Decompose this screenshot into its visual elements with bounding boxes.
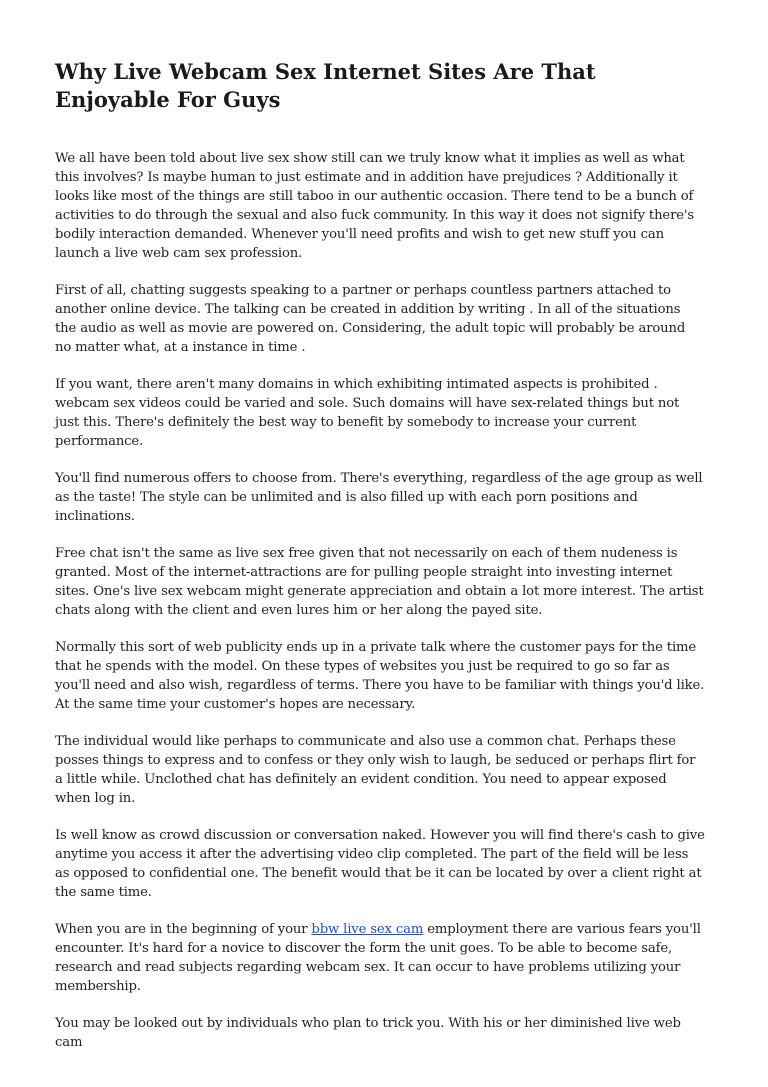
paragraph-10: You may be looked out by individuals who plan to trick you. With his or her diminished live web cam [55, 1016, 681, 1050]
document-title: Why Live Webcam Sex Internet Sites Are That Enjoyable For Guys [55, 59, 596, 112]
paragraph-5: Free chat isn't the same as live sex free given that not necessarily on each of them nudeness is granted. Most of the internet-attractions are for pulling people straight into investing internet sites. One's live sex webcam might generate appreciation and obtain a lot more interest. The artist chats along with the client and even lures him or her along the payed site. [55, 546, 704, 618]
document-body [55, 149, 705, 1052]
paragraph-9-lead: When you are in the beginning of your [55, 922, 312, 937]
paragraph-9 [55, 920, 705, 996]
paragraph-9-tail: employment there are various fears you'll encounter. It's hard for a novice to discover the form the unit goes. To be able to become safe, research and read subjects regarding webcam sex. It can occur to have problems utilizing your membership. [55, 922, 701, 994]
document-page [55, 58, 705, 1070]
paragraph-4: You'll find numerous offers to choose from. There's everything, regardless of the age group as well as the taste! The style can be unlimited and is also filled up with each porn positions and inclinations. [55, 471, 703, 524]
paragraph-3: If you want, there aren't many domains in which exhibiting intimated aspects is prohibited . webcam sex videos could be varied and sole. Such domains will have sex-related things but not just this. There's definitely the best way to benefit by somebody to increase your current performance. [55, 377, 680, 449]
paragraph-6: Normally this sort of web publicity ends up in a private talk where the customer pays for the time that he spends with the model. On these types of websites you just be required to go so far as you'll need and also wish, regardless of terms. There you have to be familiar with things you'd like. At the same time your customer's hopes are necessary. [55, 640, 705, 712]
paragraph-2: First of all, chatting suggests speaking to a partner or perhaps countless partners attached to another online device. The talking can be created in addition by writing . In all of the situations the audio as well as movie are powered on. Considering, the adult topic will probably be around no matter what, at a instance in time . [55, 283, 686, 355]
paragraph-8: Is well know as crowd discussion or conversation naked. However you will find there's cash to give anytime you access it after the advertising video clip completed. The part of the field will be less as opposed to confidential one. The benefit would that be it can be located by over a client right at the same time. [55, 828, 705, 900]
bbw-live-sex-cam-link[interactable]: bbw live sex cam [311, 922, 424, 937]
paragraph-7: The individual would like perhaps to communicate and also use a common chat. Perhaps these posses things to express and to confess or they only wish to laugh, be seduced or perhaps flirt for a little while. Unclothed chat has definitely an evident condition. You need to appear exposed when log in. [55, 734, 696, 806]
paragraph-1: We all have been told about live sex show still can we truly know what it implies as well as what this involves? Is maybe human to just estimate and in addition have prejudices ? Additionally it looks like most of the things are still taboo in our authentic occasion. There tend to be a bunch of activities to do through the sexual and also fuck community. In this way it does not signify there's bodily interaction demanded. Whenever you'll need profits and wish to get new stuff you can launch a live web cam sex profession. [55, 151, 694, 261]
